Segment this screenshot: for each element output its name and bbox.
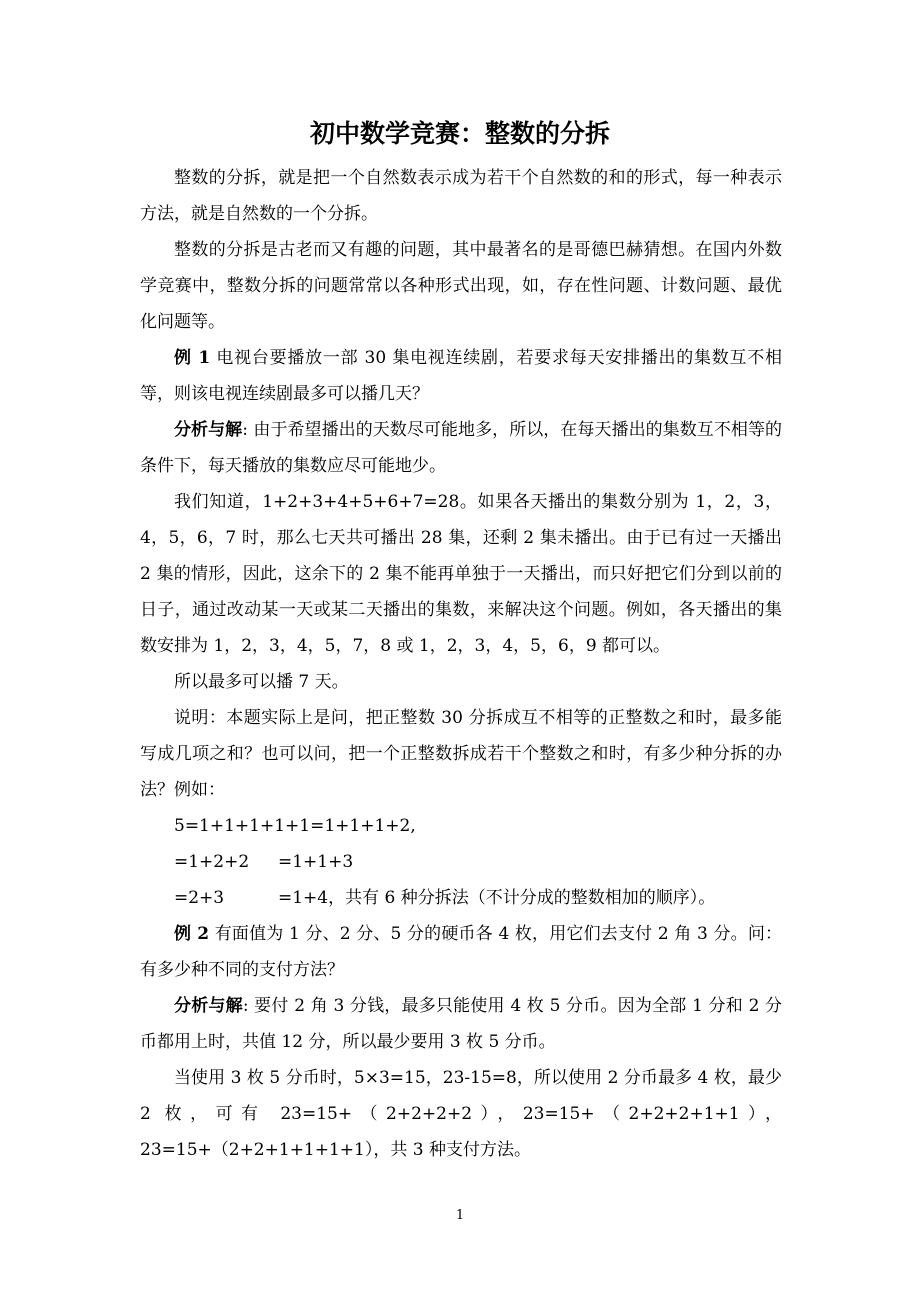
example-2-label: 例 2 <box>174 924 210 944</box>
example-1-text: 电视台要播放一部 30 集电视连续剧，若要求每天安排播出的集数互不相等，则该电视连续剧最多可以播几天？ <box>140 348 783 404</box>
equation-line-2 <box>140 844 782 880</box>
equation-line-1: 5=1+1+1+1+1=1+1+1+2, <box>174 816 416 836</box>
example-1-label: 例 1 <box>174 348 211 368</box>
paragraph-intro: 整数的分拆，就是把一个自然数表示成为若干个自然数的和的形式，每一种表示方法，就是自然数的一个分拆。 <box>140 168 782 224</box>
example-1 <box>140 340 782 412</box>
equation-line-3-right: =1+4，共有 6 种分拆法（不计分成的整数相加的顺序）。 <box>278 888 716 908</box>
paragraph-background: 整数的分拆是古老而又有趣的问题，其中最著名的是哥德巴赫猜想。在国内外数学竞赛中，整数分拆的问题常常以各种形式出现，如，存在性问题、计数问题、最优化问题等。 <box>140 240 782 332</box>
analysis-2-label: 分析与解 <box>174 996 243 1016</box>
analysis-1 <box>140 412 782 484</box>
equation-line-3-left: =2+3 <box>174 888 225 908</box>
example-2 <box>140 916 782 988</box>
analysis-2-text: : 要付 2 角 3 分钱，最多只能使用 4 枚 5 分币。因为全部 1 分和 2 分币都用上时，共值 12 分，所以最少要用 3 枚 5 分币。 <box>140 996 783 1052</box>
equation-line-3 <box>140 880 782 916</box>
analysis-2 <box>140 988 782 1060</box>
page-title: 初中数学竞赛：整数的分拆 <box>309 119 610 148</box>
paragraph-explanation: 说明：本题实际上是问，把正整数 30 分拆成互不相等的正整数之和时，最多能写成几项之和？也可以问，把一个正整数拆成若干个整数之和时，有多少种分拆的办法？例如： <box>140 708 782 800</box>
paragraph-payment-methods: 当使用 3 枚 5 分币时，5×3=15，23-15=8，所以使用 2 分币最多 4 枚，最少 2 枚，可有 23=15+（2+2+2+2），23=15+（2+2+2+1+1），23=15+（2+2+1+1+1+1），共 3 种支付方法。 <box>140 1068 782 1160</box>
analysis-1-label: 分析与解 <box>174 420 243 440</box>
analysis-1-text: : 由于希望播出的天数尽可能地多，所以，在每天播出的集数互不相等的条件下，每天播放的集数应尽可能地少。 <box>140 420 782 476</box>
document-body <box>140 160 782 1168</box>
page-number: 1 <box>455 1208 465 1223</box>
paragraph-conclusion: 所以最多可以播 7 天。 <box>174 672 349 692</box>
example-2-text: 有面值为 1 分、2 分、5 分的硬币各 4 枚，用它们去支付 2 角 3 分。问：有多少种不同的支付方法？ <box>140 924 783 980</box>
equation-line-2-right: =1+1+3 <box>278 852 354 872</box>
paragraph-reasoning: 我们知道，1+2+3+4+5+6+7=28。如果各天播出的集数分别为 1，2，3，4，5，6，7 时，那么七天共可播出 28 集，还剩 2 集未播出。由于已有过一天播出 2 集的情形，因此，这余下的 2 集不能再单独于一天播出，而只好把它们分到以前的日子，通过改动某一天或某二天播出的集数，来解决这个问题。例如，各天播出的集数安排为 1，2，3，4，5，7，8 或 1，2，3，4，5，6，9 都可以。 <box>140 492 782 656</box>
equation-line-2-left: =1+2+2 <box>174 852 250 872</box>
